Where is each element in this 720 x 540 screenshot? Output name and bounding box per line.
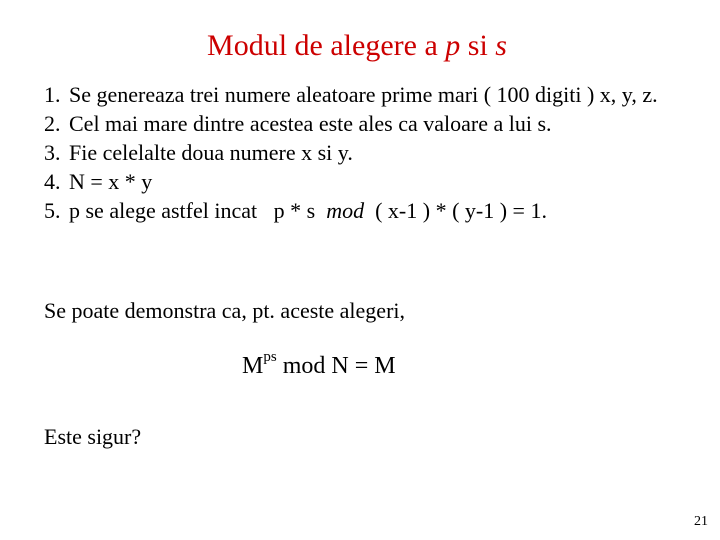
step-number: 3.: [44, 140, 61, 165]
formula-exponent: ps: [263, 349, 277, 365]
step-item: [44, 167, 684, 196]
slide-title: [0, 28, 714, 64]
steps-list: [44, 80, 684, 225]
page-number: 21: [694, 514, 708, 529]
step-number: 4.: [44, 169, 61, 194]
step-text: N = x * y: [69, 169, 153, 194]
statement-text: Se poate demonstra ca, pt. aceste alegeri,: [44, 298, 406, 323]
formula: [242, 350, 396, 382]
title-text: Modul de alegere a: [207, 29, 446, 62]
step-number: 2.: [44, 111, 61, 136]
step-item: [44, 109, 684, 138]
step-item: [44, 138, 684, 167]
step-item: [44, 196, 684, 225]
title-connector: si: [460, 29, 496, 62]
question-text: Este sigur?: [44, 424, 142, 449]
step-number: 5.: [44, 198, 61, 223]
step-text-before: p se alege astfel incat p * s: [69, 198, 327, 223]
formula-rest: mod N = M: [276, 353, 396, 379]
step-mod-operator: mod: [326, 198, 365, 223]
title-variable-s: s: [495, 29, 507, 62]
step-text: Se genereaza trei numere aleatoare prime mari ( 100 digiti ) x, y, z.: [69, 82, 658, 107]
step-text: [69, 198, 547, 223]
step-number: 1.: [44, 82, 61, 107]
step-text-after: ( x-1 ) * ( y-1 ) = 1.: [364, 198, 547, 223]
step-text: Fie celelalte doua numere x si y.: [69, 140, 353, 165]
step-text: Cel mai mare dintre acestea este ales ca valoare a lui s.: [69, 111, 552, 136]
title-variable-p: p: [445, 29, 461, 62]
formula-base: M: [242, 353, 264, 379]
step-item: [44, 80, 684, 109]
